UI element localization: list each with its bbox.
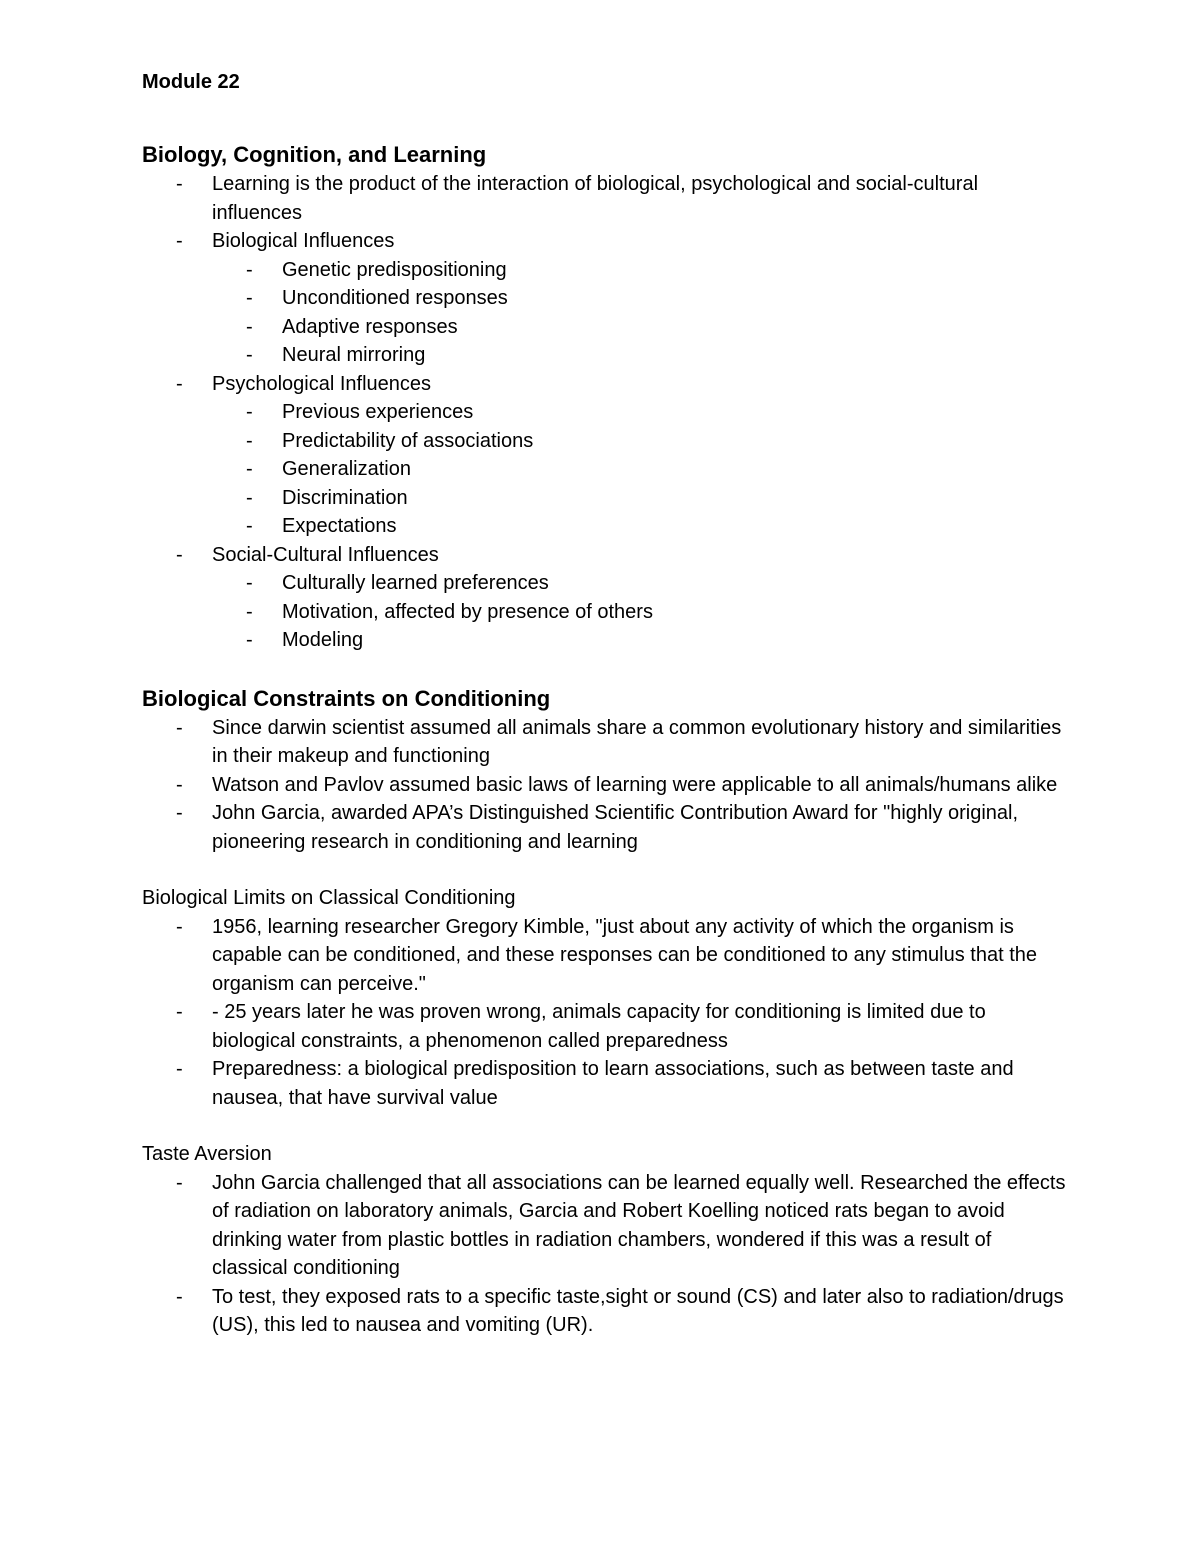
list-item [212,626,1072,655]
list-item-text: Previous experiences [282,401,474,423]
section-heading-biological-constraints: Biological Constraints on Conditioning [142,685,551,711]
list-item-text: Psychological Influences [212,372,432,395]
list-item [142,771,1072,800]
bullet-list [142,170,1072,655]
list-item [212,341,1072,370]
list-item [142,370,1072,541]
list-item-text: Expectations [282,515,397,537]
list-item [212,256,1072,285]
list-item-text: - 25 years later he was proven wrong, animals capacity for conditioning is limited due to biological constraints, a phenomenon called preparedness [212,1001,986,1052]
list-item-text: 1956, learning researcher Gregory Kimble, "just about any activity of which the organism is capable can be conditioned, and these responses can be conditioned to any stimulus that the organism can perceive." [212,915,1038,995]
list-item [142,170,1072,227]
list-item [142,913,1072,999]
list-item [212,512,1072,541]
list-item-text: Since darwin scientist assumed all animals share a common evolutionary history and similarities in their makeup and functioning [212,716,1062,767]
bullet-list [142,714,1072,857]
list-item-text: Unconditioned responses [282,287,508,309]
list-item-text: Watson and Pavlov assumed basic laws of learning were applicable to all animals/humans alike [212,773,1058,796]
list-item [212,484,1072,513]
list-item [212,427,1072,456]
list-item [212,313,1072,342]
list-item-text: Modeling [282,629,364,651]
list-item [142,799,1072,856]
list-item-text: Social-Cultural Influences [212,543,439,566]
section-heading-biology-cognition-learning: Biology, Cognition, and Learning [142,142,487,167]
list-item [212,455,1072,484]
list-item-text: Biological Influences [212,230,395,252]
bullet-list [142,913,1072,1113]
nested-bullet-list [212,398,1072,541]
document-title: Module 22 [142,71,240,93]
list-item-text: Neural mirroring [282,344,426,366]
list-item-text: Learning is the product of the interaction of biological, psychological and social-cultural influences [212,173,979,224]
list-item-text: Motivation, affected by presence of others [282,600,653,623]
list-item-text: Generalization [282,458,411,480]
list-item [142,1283,1072,1340]
list-item [142,998,1072,1055]
subsection-heading-taste-aversion: Taste Aversion [142,1143,272,1165]
list-item-text: Preparedness: a biological predisposition to learn associations, such as between taste and nausea, that have survival value [212,1058,1014,1109]
document-page [142,68,1072,1340]
list-item [142,1169,1072,1283]
list-item [142,1055,1072,1112]
list-item-text: Genetic predispositioning [282,258,507,281]
list-item-text: John Garcia challenged that all associations can be learned equally well. Researched the effects of radiation on laboratory animals, Garcia and Robert Koelling noticed rats began to avoid drinking water from plastic bottles in radiation chambers, wondered if this was a result of classical conditioning [212,1171,1066,1279]
list-item [212,284,1072,313]
list-item-text: John Garcia, awarded APA’s Distinguished Scientific Contribution Award for "highly original, pioneering research in conditioning and learning [212,802,1019,853]
subsection-heading-biological-limits: Biological Limits on Classical Conditioning [142,887,516,909]
list-item-text: Predictability of associations [282,429,534,452]
list-item [212,398,1072,427]
list-item [142,714,1072,771]
bullet-list [142,1169,1072,1340]
list-item-text: Discrimination [282,486,408,509]
list-item-text: Adaptive responses [282,315,458,338]
list-item-text: To test, they exposed rats to a specific taste,sight or sound (CS) and later also to radiation/drugs (US), this led to nausea and vomiting (UR). [212,1285,1064,1336]
list-item [212,569,1072,598]
nested-bullet-list [212,569,1072,655]
list-item [142,541,1072,655]
list-item-text: Culturally learned preferences [282,572,549,594]
list-item [142,227,1072,370]
nested-bullet-list [212,256,1072,370]
list-item [212,598,1072,627]
